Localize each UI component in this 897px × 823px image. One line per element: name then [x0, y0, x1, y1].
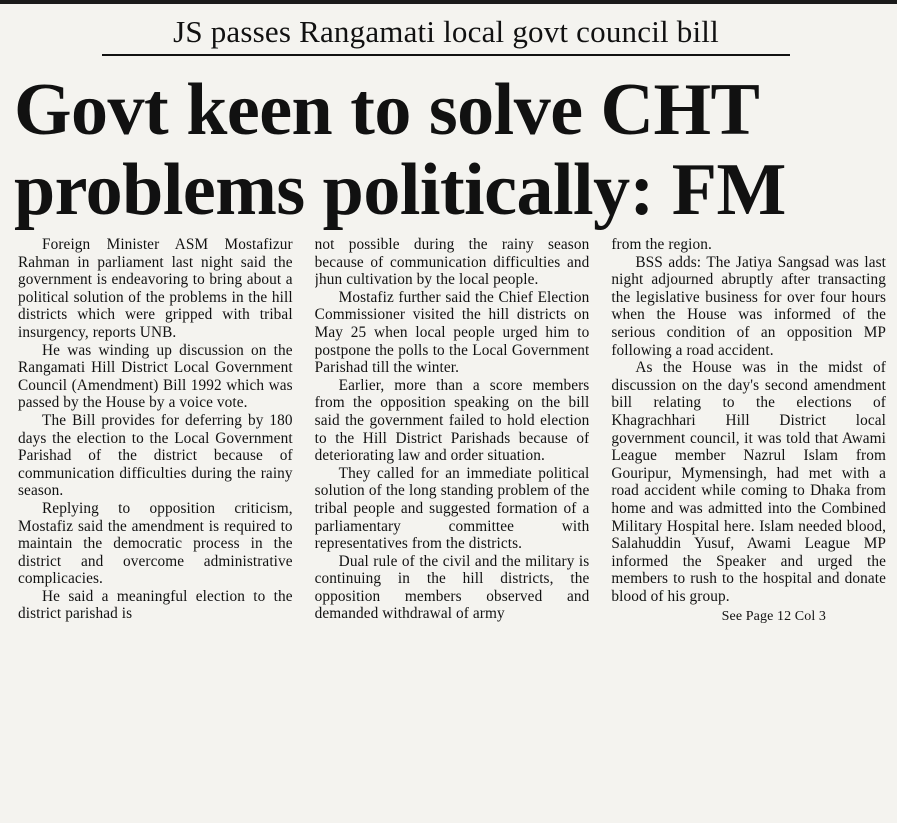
column-2 — [315, 236, 590, 816]
main-headline — [14, 70, 883, 230]
paragraph: As the House was in the midst of discussion on the day's second amendment bill relating to the elections of Khagrachhari Hill District local government council, it was told that Awami League member Nazrul Islam from Gouripur, Mymensingh, had met with a road accident while coming to Dhaka from home and was admitted into the Combined Military Hospital here. Islam needed blood, Salahuddin Yusuf, Awami League MP informed the Speaker and urged the members to rush to the hospital and donate blood of his group. — [611, 359, 887, 605]
paragraph: Dual rule of the civil and the military is continuing in the hill districts, the opposition members observed and demanded withdrawal of army — [314, 552, 590, 623]
paragraph: Mostafiz further said the Chief Election Commissioner visited the hill districts on May 25 when local people urged him to postpone the polls to the Local Government Parishad till the winter. — [314, 288, 590, 377]
article-body — [18, 236, 886, 816]
paragraph: from the region. — [611, 236, 712, 253]
column-1 — [18, 236, 293, 816]
column-3 — [611, 236, 886, 816]
kicker-headline: JS passes Rangamati local govt council bill — [102, 12, 790, 56]
paragraph: The Bill provides for deferring by 180 days the election to the Local Government Parishad of the district because of communication difficulties during the rainy season. — [18, 411, 293, 500]
paragraph: Replying to opposition criticism, Mostafiz said the amendment is required to maintain the democratic process in the district and overcome administrative complicacies. — [18, 499, 293, 588]
headline-line-1: Govt keen to solve CHT — [14, 69, 760, 151]
continued-jump-line: See Page 12 Col 3 — [721, 609, 827, 625]
paragraph: Foreign Minister ASM Mostafizur Rahman in parliament last night said the government is endeavoring to bring about a political solution of the problems in the hill districts which were gripped with tribal insurgency, reports UNB. — [18, 236, 293, 341]
top-rule — [0, 0, 897, 4]
paragraph: BSS adds: The Jatiya Sangsad was last night adjourned abruptly after transacting the legislative business for over four hours when the House was informed of the serious condition of an opposition MP following a road accident. — [611, 253, 887, 359]
paragraph: They called for an immediate political solution of the long standing problem of the tribal people and suggested formation of a parliamentary committee with representatives from the districts. — [314, 464, 590, 553]
paragraph: not possible during the rainy season because of communication difficulties and jhun cultivation by the local people. — [314, 236, 590, 289]
paragraph: He said a meaningful election to the district parishad is — [18, 587, 293, 623]
paragraph: He was winding up discussion on the Rangamati Hill District Local Government Council (Amendment) Bill 1992 which was passed by the House by a voice vote. — [18, 341, 293, 412]
headline-line-2: problems politically: FM — [14, 149, 786, 231]
paragraph: Earlier, more than a score members from the opposition speaking on the bill said the government failed to hold election to the Hill District Parishads because of deteriorating law and order situation. — [314, 376, 590, 465]
